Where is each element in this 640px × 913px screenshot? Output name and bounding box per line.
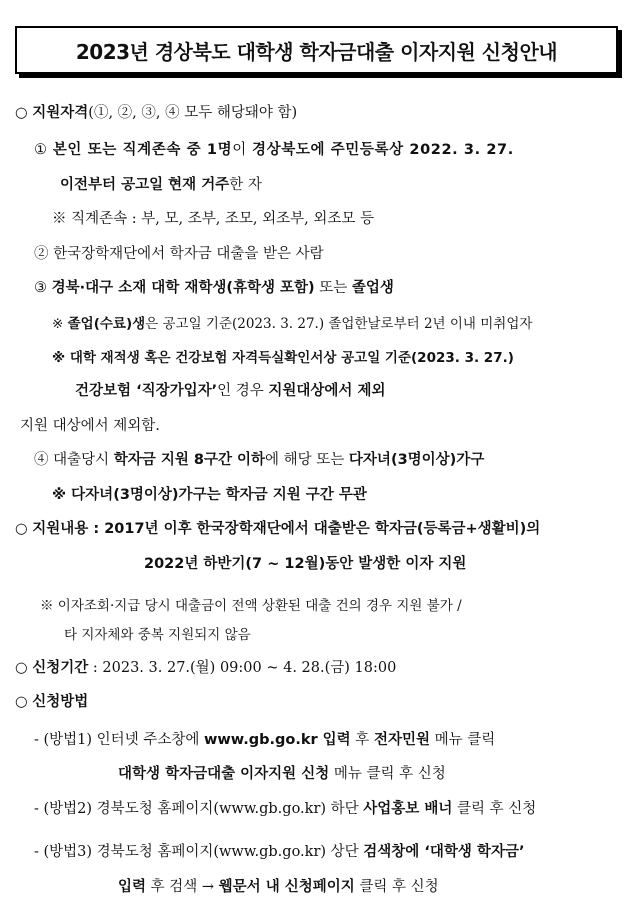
item4-normal-1: 대출당시 bbox=[53, 452, 114, 468]
item4-bold-1: 학자금 지원 8구간 이하 bbox=[113, 452, 266, 468]
note-mark: ※ bbox=[52, 350, 66, 366]
item3-bold-2: 졸업생 bbox=[351, 280, 394, 296]
method3-line2-rest: 클릭 후 신청 bbox=[354, 879, 439, 895]
eligibility-heading bbox=[15, 103, 297, 123]
dash-mark: - bbox=[34, 801, 39, 817]
content-note-line2: 타 지자체와 중복 지원되지 않음 bbox=[64, 627, 251, 643]
method-3 bbox=[34, 842, 524, 862]
orphan-line: 지원 대상에서 제외함. bbox=[20, 418, 160, 434]
method-1-line2 bbox=[118, 764, 446, 784]
period-heading-label: 신청기간 bbox=[32, 660, 89, 676]
item3-note2-normal: 인 경우 bbox=[217, 383, 269, 399]
item3-note2-bold-2: 지원대상에서 제외 bbox=[268, 383, 386, 399]
method-heading-label: 신청방법 bbox=[32, 694, 89, 710]
content-line-1: : 2017년 이후 한국장학재단에서 대출받은 학자금(등록금+생활비)의 bbox=[88, 521, 541, 537]
eligibility-item-3-note-2 bbox=[52, 348, 514, 368]
method1-bold-1: www.gb.go.kr 입력 bbox=[203, 732, 351, 748]
method2-label: (방법2) 경북도청 홈페이지(www.gb.go.kr) 하단 bbox=[43, 801, 364, 817]
circle-bullet: ○ bbox=[15, 521, 28, 537]
note-mark: ※ bbox=[52, 487, 67, 503]
method1-line2-rest: 메뉴 클릭 후 신청 bbox=[329, 766, 446, 782]
item1-line2-bold: 이전부터 공고일 현재 거주 bbox=[60, 177, 230, 193]
item3-note2-line1: 대학 재적생 혹은 건강보험 자격득실확인서상 공고일 기준(2023. 3. 27.) bbox=[69, 350, 514, 366]
method-1 bbox=[34, 730, 495, 750]
item-number-3: ③ bbox=[34, 280, 47, 296]
item-number-1: ① bbox=[34, 142, 48, 158]
method1-rest: 메뉴 클릭 bbox=[429, 732, 496, 748]
content-heading bbox=[15, 519, 540, 539]
content-line-2: 2022년 하반기(7 ~ 12월)동안 발생한 이자 지원 bbox=[144, 556, 467, 572]
item4-normal-2: 에 해당 또는 bbox=[265, 452, 349, 468]
method-2 bbox=[34, 799, 536, 819]
item3-normal-1: 또는 bbox=[314, 280, 352, 296]
content-note bbox=[40, 596, 462, 616]
circle-bullet: ○ bbox=[15, 660, 28, 676]
circle-bullet: ○ bbox=[15, 694, 28, 710]
item4-note-text: 다자녀(3명이상)가구는 학자금 지원 구간 무관 bbox=[71, 487, 367, 503]
method2-bold: 사업홍보 배너 bbox=[363, 801, 453, 817]
method1-label: (방법1) 인터넷 주소창에 bbox=[43, 732, 204, 748]
eligibility-item-3-note-2-line2 bbox=[75, 381, 386, 401]
item1-normal-1: 이 bbox=[232, 142, 253, 158]
item1-line2-rest: 한 자 bbox=[229, 177, 262, 193]
item3-note1-bold: 졸업(수료)생 bbox=[67, 316, 146, 332]
note-mark: ※ bbox=[40, 598, 54, 614]
eligibility-heading-label: 지원자격 bbox=[32, 105, 89, 121]
dash-mark: - bbox=[34, 732, 39, 748]
circle-bullet: ○ bbox=[15, 105, 28, 121]
item2-text: 한국장학재단에서 학자금 대출을 받은 사람 bbox=[53, 246, 324, 262]
period-text: : 2023. 3. 27.(월) 09:00 ~ 4. 28.(금) 18:00 bbox=[88, 660, 397, 676]
item4-bold-2: 다자녀(3명이상)가구 bbox=[348, 452, 485, 468]
page-title: 2023년 경상북도 대학생 학자금대출 이자지원 신청안내 bbox=[15, 26, 618, 74]
eligibility-item-1-line2 bbox=[60, 175, 262, 195]
method3-line2-normal: 후 검색 → bbox=[146, 879, 219, 895]
eligibility-heading-rest: (①, ②, ③, ④ 모두 해당돼야 함) bbox=[88, 105, 298, 121]
item-number-4: ④ bbox=[34, 452, 49, 468]
dash-mark: - bbox=[34, 844, 39, 860]
content-heading-label: 지원내용 bbox=[32, 521, 89, 537]
item3-bold-1: 경북·대구 소재 대학 재학생(휴학생 포함) bbox=[51, 280, 315, 296]
method3-line2-bold-1: 입력 bbox=[118, 879, 147, 895]
content-note-line1: 이자조회·지급 당시 대출금이 전액 상환된 대출 건의 경우 지원 불가 / bbox=[57, 598, 462, 614]
eligibility-item-1 bbox=[34, 140, 514, 160]
eligibility-item-1-note bbox=[52, 209, 374, 229]
note-mark: ※ bbox=[52, 211, 67, 227]
eligibility-item-3 bbox=[34, 278, 394, 298]
note-mark: ※ bbox=[52, 316, 64, 332]
method3-line2-bold-2: 웹문서 내 신청페이지 bbox=[218, 879, 355, 895]
method3-bold: 검색창에 ‘대학생 학자금’ bbox=[363, 844, 525, 860]
period-heading bbox=[15, 658, 396, 678]
item3-note2-bold-1: 건강보험 ‘직장가입자’ bbox=[75, 383, 218, 399]
method3-label: (방법3) 경북도청 홈페이지(www.gb.go.kr) 상단 bbox=[43, 844, 364, 860]
eligibility-item-2 bbox=[34, 244, 324, 264]
item1-note-text: 직계존속 : 부, 모, 조부, 조모, 외조부, 외조모 등 bbox=[71, 211, 375, 227]
eligibility-item-4 bbox=[34, 450, 484, 470]
eligibility-item-3-note-1 bbox=[52, 314, 532, 334]
item-number-2: ② bbox=[34, 246, 49, 262]
method-heading bbox=[15, 692, 88, 712]
eligibility-item-4-note bbox=[52, 485, 367, 505]
item3-note1-rest: 은 공고일 기준(2023. 3. 27.) 졸업한날로부터 2년 이내 미취업자 bbox=[145, 316, 533, 332]
method2-rest: 클릭 후 신청 bbox=[452, 801, 537, 817]
item1-bold-1: 본인 또는 직계존속 중 1명 bbox=[52, 142, 233, 158]
method1-line2-bold: 대학생 학자금대출 이자지원 신청 bbox=[118, 766, 330, 782]
item1-bold-2: 경상북도에 주민등록상 2022. 3. 27. bbox=[252, 142, 514, 158]
method1-normal: 후 bbox=[350, 732, 374, 748]
method-3-line2 bbox=[118, 877, 439, 897]
method1-bold-2: 전자민원 bbox=[373, 732, 430, 748]
